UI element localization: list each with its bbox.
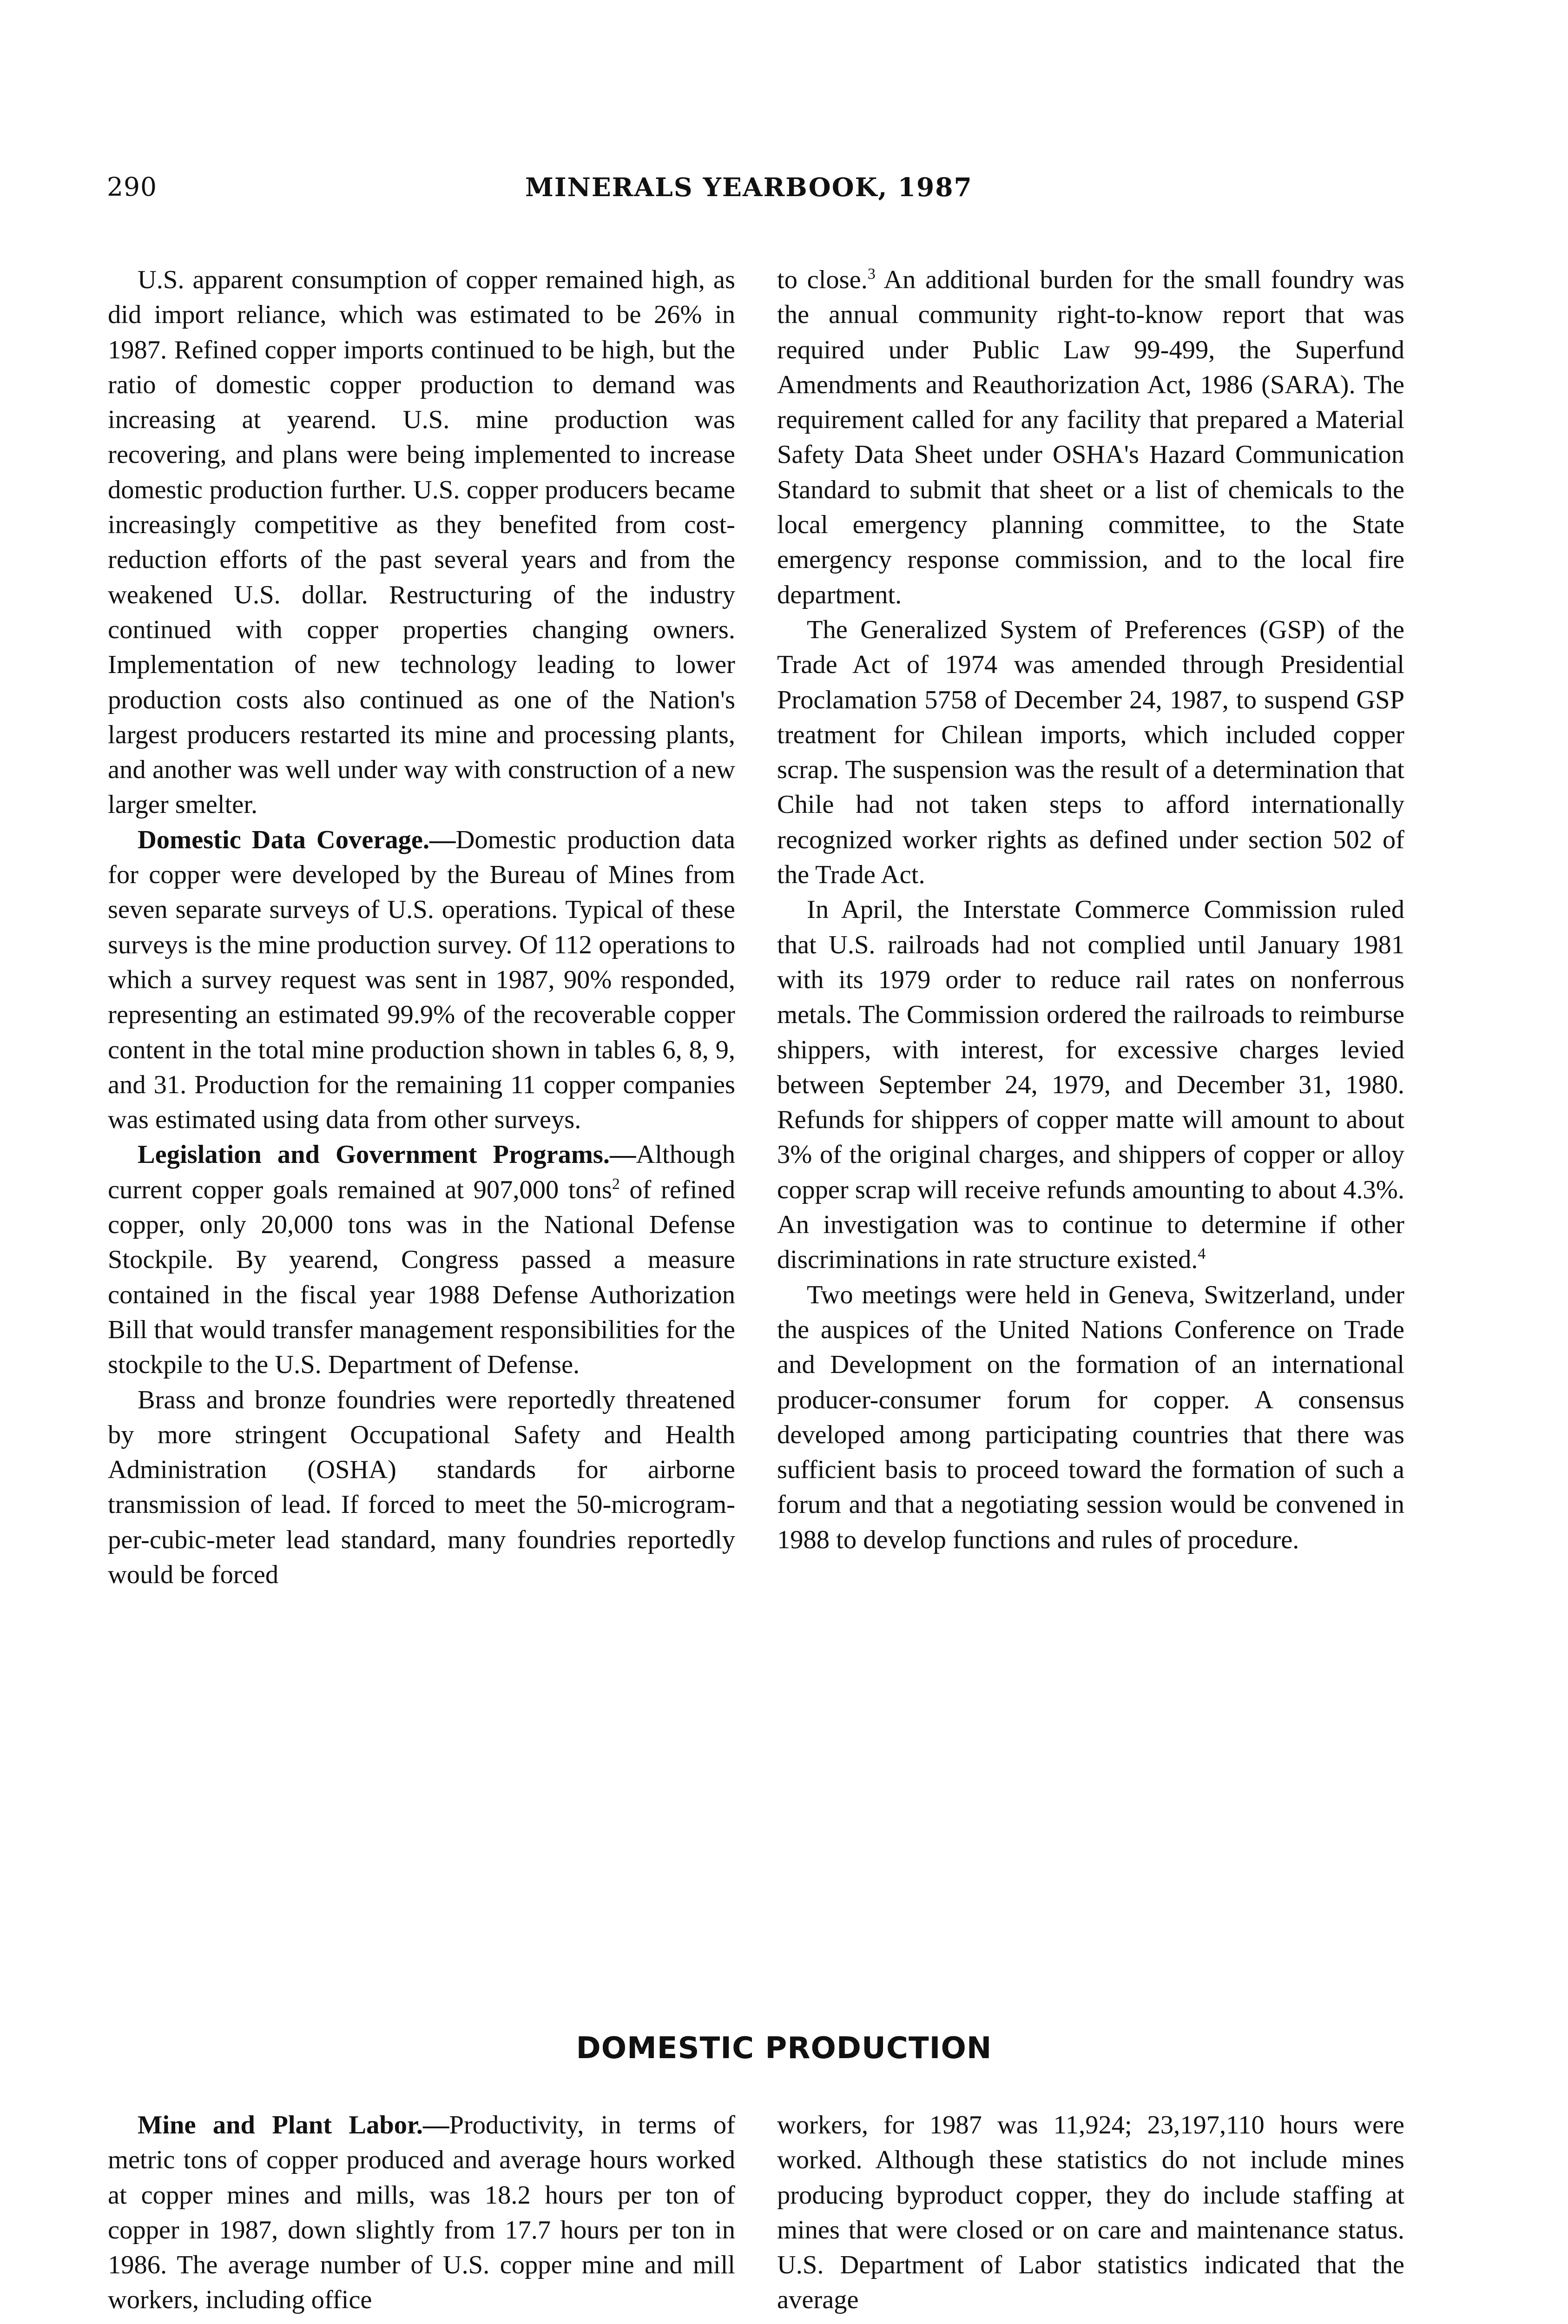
paragraph-text: Domestic production data for copper were developed by the Bureau of Mines from seven separate surveys of U.S. operations. Typical of these surveys is the mine production survey. Of 112 operations to which a survey request was sent in 1987, 90% responded, representing an estimated 99.9% of the recoverable copper content in the total mine production shown in tables 6, 8, 9, and 31. Production for the remaining 11 copper companies was estimated using data from other surveys. xyxy=(108,825,735,1135)
paragraph-text: Although current copper goals remained at 907,000 tons xyxy=(108,1140,735,1204)
footnote-marker: 4 xyxy=(1198,1245,1206,1263)
paragraph-text: workers, for 1987 was 11,924; 23,197,110 hours were worked. Although these statistics do not include mines producing byproduct copper, they do include staffing at mines that were closed or on care and maintenance status. U.S. Department of Labor statistics indicated that the average xyxy=(777,2111,1404,2315)
running-title: MINERALS YEARBOOK, 1987 xyxy=(525,172,973,202)
right-column-top xyxy=(777,263,1404,1558)
footnote-marker: 2 xyxy=(612,1175,620,1193)
paragraph-icc xyxy=(777,892,1404,1277)
paragraph-text: U.S. apparent consumption of copper remained high, as did import reliance, which was estimated to be 26% in 1987. Refined copper imports continued to be high, but the ratio of domestic copper production to demand was increasing at yearend. U.S. mine production was recovering, and plans were being implemented to increase domestic production further. U.S. copper producers became increasingly competitive as they benefited from cost-reduction efforts of the past several years and from the weakened U.S. dollar. Restructuring of the industry continued with copper properties changing owners. Implementation of new technology leading to lower production costs also continued as one of the Nation's largest producers restarted its mine and processing plants, and another was well under way with construction of a new larger smelter. xyxy=(108,265,735,819)
run-in-heading: Legislation and Government Programs.— xyxy=(138,1140,636,1169)
paragraph-text: Productivity, in terms of metric tons of copper produced and average hours worked at copper mines and mills, was 18.2 hours per ton of copper in 1987, down slightly from 17.7 hours per ton in 1986. The average number of U.S. copper mine and mill workers, including office xyxy=(108,2111,735,2315)
paragraph-data-coverage xyxy=(108,823,735,1138)
paragraph-foundry-burden xyxy=(777,263,1404,613)
paragraph-geneva xyxy=(777,1278,1404,1558)
paragraph-text: An additional burden for the small foundry was the annual community right-to-know report that was required under Public Law 99-499, the Superfund Amendments and Reauthorization Act, 1986 (SARA). The requirement called for any facility that prepared a Material Safety Data Sheet under OSHA's Hazard Communication Standard to submit that sheet or a list of chemicals to the local emergency planning committee, to the State emergency response commission, and to the local fire department. xyxy=(777,265,1404,609)
footnote-marker: 3 xyxy=(867,265,876,283)
paragraph-text: In April, the Interstate Commerce Commission ruled that U.S. railroads had not complied until January 1981 with its 1979 order to reduce rail rates on nonferrous metals. The Commission ordered the railroads to reimburse shippers, with interest, for excessive charges levied between September 24, 1979, and December 31, 1980. Refunds for shippers of copper matte will amount to about 3% of the original charges, and shippers of copper or alloy copper scrap will receive refunds amounting to about 4.3%. An investigation was to continue to determine if other discriminations in rate structure existed. xyxy=(777,895,1404,1274)
run-in-heading: Mine and Plant Labor.— xyxy=(138,2111,449,2139)
paragraph-text: Brass and bronze foundries were reportedly threatened by more stringent Occupational Safety and Health Administration (OSHA) standards for airborne transmission of lead. If forced to meet the 50-microgram-per-cubic-meter lead standard, many foundries reportedly would be forced xyxy=(108,1385,735,1589)
page-header xyxy=(0,172,1568,214)
paragraph-gsp xyxy=(777,613,1404,892)
paragraph-labor xyxy=(108,2108,735,2318)
paragraph-text: The Generalized System of Preferences (GSP) of the Trade Act of 1974 was amended through Presidential Proclamation 5758 of December 24, 1987, to suspend GSP treatment for Chilean imports, which included copper scrap. The suspension was the result of a determination that Chile had not taken steps to afford internationally recognized worker rights as defined under section 502 of the Trade Act. xyxy=(777,615,1404,890)
paragraph-consumption xyxy=(108,263,735,823)
page-number: 290 xyxy=(107,172,157,202)
paragraph-text: Two meetings were held in Geneva, Switzerland, under the auspices of the United Nations Conference on Trade and Development on the formation of an international producer-consumer forum for copper. A consensus developed among participating countries that there was sufficient basis to proceed toward the formation of such a forum and that a negotiating session would be convened in 1988 to develop functions and rules of procedure. xyxy=(777,1280,1404,1554)
paragraph-legislation xyxy=(108,1137,735,1382)
paragraph-labor-continued xyxy=(777,2108,1404,2318)
left-column-top xyxy=(108,263,735,1592)
paragraph-text: to close. xyxy=(777,265,868,294)
run-in-heading: Domestic Data Coverage.— xyxy=(138,825,456,854)
right-column-bottom xyxy=(777,2108,1404,2318)
paragraph-text: of refined copper, only 20,000 tons was in the National Defense Stockpile. By yearend, Congress passed a measure contained in the fiscal year 1988 Defense Authorization Bill that would transfer management responsibilities for the stockpile to the U.S. Department of Defense. xyxy=(108,1175,735,1380)
section-heading: DOMESTIC PRODUCTION xyxy=(576,2031,992,2066)
paragraph-foundries xyxy=(108,1383,735,1593)
left-column-bottom xyxy=(108,2108,735,2318)
